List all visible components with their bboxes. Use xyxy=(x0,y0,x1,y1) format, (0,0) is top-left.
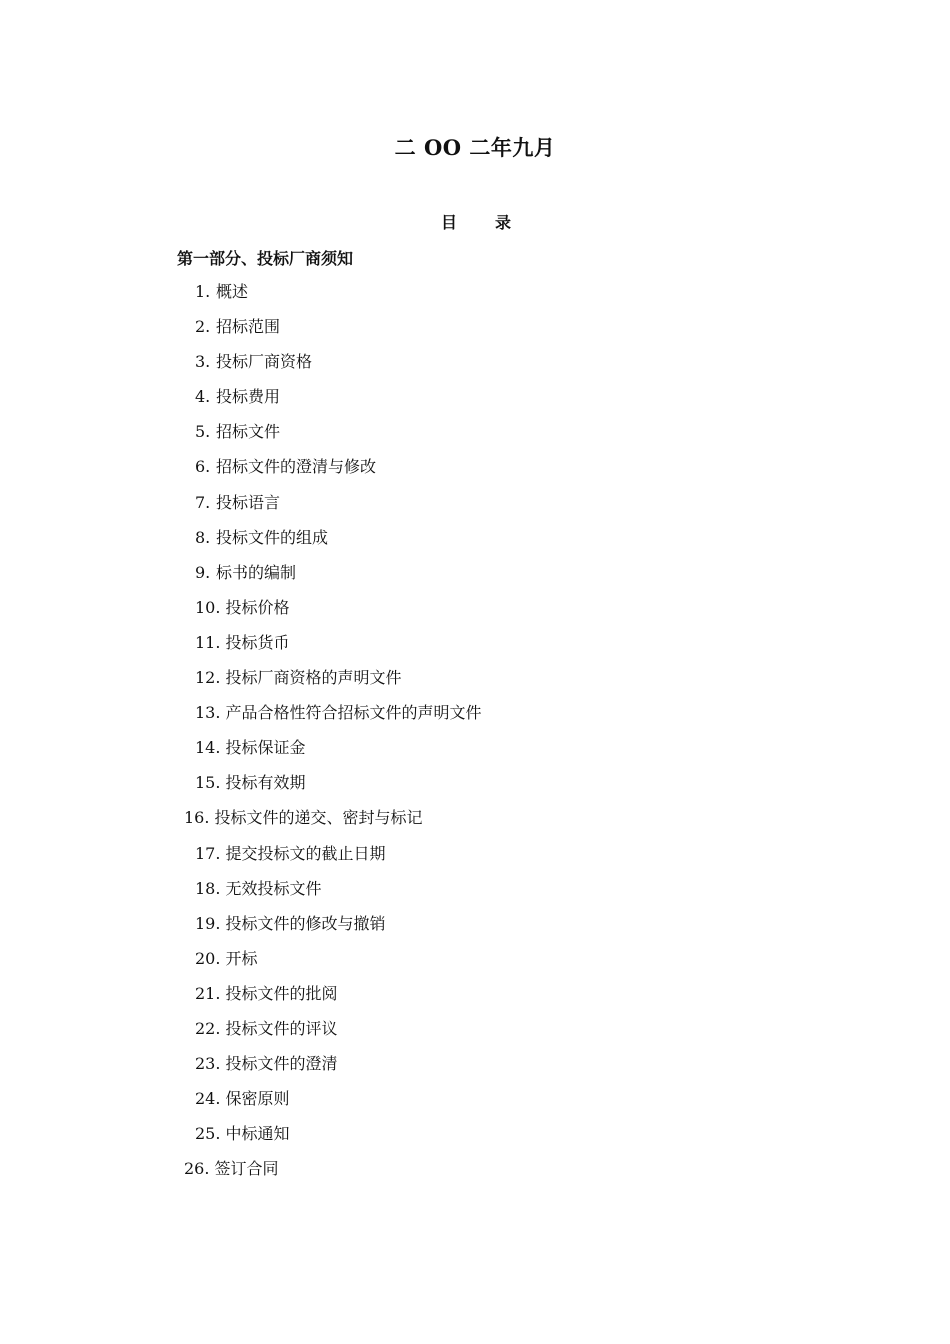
toc-item xyxy=(0,419,950,454)
toc-item-text: 投标厂商资格的声明文件 xyxy=(225,668,402,688)
toc-list xyxy=(0,279,950,1191)
toc-item-text: 招标范围 xyxy=(216,317,281,337)
toc-item xyxy=(0,911,950,946)
toc-item xyxy=(0,630,950,665)
toc-item xyxy=(0,525,950,560)
toc-item-number: 17. xyxy=(195,843,221,863)
toc-item-text: 投标文件的评议 xyxy=(225,1018,338,1038)
toc-item-text: 投标文件的递交、密封与标记 xyxy=(214,808,423,828)
toc-item-number: 6. xyxy=(195,457,211,477)
toc-item-number: 2. xyxy=(195,317,211,337)
toc-item-number: 14. xyxy=(195,738,221,758)
toc-item-text: 保密原则 xyxy=(225,1089,290,1109)
toc-item-number: 5. xyxy=(195,422,211,442)
toc-item-text: 投标有效期 xyxy=(225,773,306,793)
toc-item-text: 标书的编制 xyxy=(216,562,297,582)
toc-item-number: 21. xyxy=(195,983,221,1003)
toc-item xyxy=(0,735,950,770)
toc-item-number: 3. xyxy=(195,352,211,372)
toc-item-number: 12. xyxy=(195,668,221,688)
toc-item-text: 投标货币 xyxy=(225,632,290,652)
toc-item xyxy=(0,1016,950,1051)
toc-item-number: 16. xyxy=(184,808,210,828)
toc-item xyxy=(0,314,950,349)
toc-item xyxy=(0,560,950,595)
toc-item-number: 15. xyxy=(195,773,221,793)
toc-item-text: 投标文件的修改与撤销 xyxy=(225,913,386,933)
toc-item xyxy=(0,384,950,419)
toc-item-text: 无效投标文件 xyxy=(225,878,322,898)
toc-item xyxy=(0,1086,950,1121)
toc-item-text: 招标文件的澄清与修改 xyxy=(216,457,377,477)
toc-item xyxy=(0,665,950,700)
toc-item xyxy=(0,876,950,911)
toc-item-number: 7. xyxy=(195,492,211,512)
toc-item-number: 18. xyxy=(195,878,221,898)
toc-item-text: 提交投标文的截止日期 xyxy=(225,843,386,863)
toc-item-text: 开标 xyxy=(225,948,258,968)
toc-item xyxy=(0,1156,950,1191)
toc-item xyxy=(0,700,950,735)
toc-item-number: 11. xyxy=(195,632,221,652)
toc-item-number: 19. xyxy=(195,913,221,933)
toc-item-number: 22. xyxy=(195,1018,221,1038)
toc-item-number: 26. xyxy=(184,1159,210,1179)
toc-item-number: 9. xyxy=(195,562,211,582)
toc-item xyxy=(0,981,950,1016)
toc-item-text: 投标价格 xyxy=(225,597,290,617)
toc-item-text: 概述 xyxy=(216,282,249,301)
toc-item xyxy=(0,490,950,525)
toc-item xyxy=(0,805,950,840)
toc-item-text: 中标通知 xyxy=(225,1124,290,1144)
toc-item xyxy=(0,841,950,876)
toc-item-text: 投标语言 xyxy=(216,492,281,512)
toc-item-text: 签订合同 xyxy=(214,1159,279,1179)
toc-item xyxy=(0,946,950,981)
toc-heading xyxy=(0,210,950,236)
toc-item xyxy=(0,454,950,489)
toc-item-number: 13. xyxy=(195,703,221,723)
toc-item-number: 25. xyxy=(195,1124,221,1144)
toc-item-number: 24. xyxy=(195,1089,221,1109)
toc-item xyxy=(0,1051,950,1086)
toc-item-text: 产品合格性符合招标文件的声明文件 xyxy=(225,703,482,723)
toc-item-text: 投标文件的批阅 xyxy=(225,983,338,1003)
toc-item xyxy=(0,1121,950,1156)
toc-item xyxy=(0,770,950,805)
toc-item-number: 1. xyxy=(195,282,211,301)
toc-item-number: 4. xyxy=(195,387,211,407)
toc-item xyxy=(0,349,950,384)
toc-item xyxy=(0,279,950,314)
toc-item-text: 投标厂商资格 xyxy=(216,352,313,372)
toc-item-number: 20. xyxy=(195,948,221,968)
toc-item-text: 投标文件的组成 xyxy=(216,527,329,547)
toc-item-text: 招标文件 xyxy=(216,422,281,442)
toc-item-number: 8. xyxy=(195,527,211,547)
toc-heading-first-char: 目 xyxy=(440,213,457,232)
toc-heading-second-char: 录 xyxy=(495,213,512,232)
toc-item xyxy=(0,595,950,630)
part-heading: 第一部分、投标厂商须知 xyxy=(177,249,354,268)
toc-item-text: 投标保证金 xyxy=(225,738,306,758)
toc-item-text: 投标费用 xyxy=(216,387,281,407)
date-title: 二 OO 二年九月 xyxy=(394,135,556,160)
toc-item-text: 投标文件的澄清 xyxy=(225,1054,338,1074)
toc-item-number: 23. xyxy=(195,1054,221,1074)
toc-item-number: 10. xyxy=(195,597,221,617)
